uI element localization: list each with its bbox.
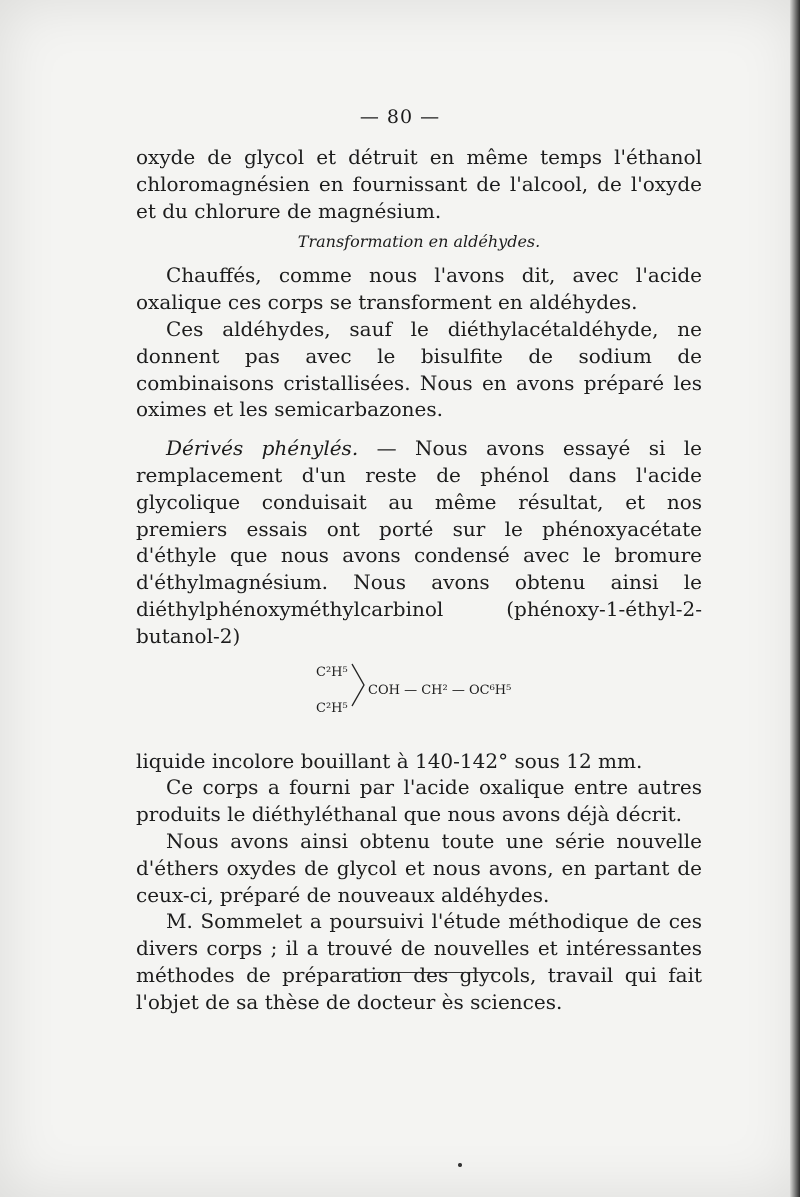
end-rule <box>344 972 500 973</box>
paragraph-4 <box>136 435 702 649</box>
formula-bracket-icon <box>350 658 368 712</box>
section-heading: Transformation en aldéhydes. <box>297 232 541 252</box>
paragraph-6: Ce corps a fourni par l'acide oxalique entre autres produits le diéthyléthanal que nous avons déjà décrit. <box>136 775 702 827</box>
formula-group-bottom: C²H⁵ <box>316 700 348 716</box>
paragraph-4-body: — Nous avons essayé si le remplacement d'un reste de phénol dans l'acide glycolique conduisait au même résultat, et nos premiers essais ont porté sur le phénoxyacétate d'éthyle que nous avons condensé avec le bromure d'éthylmagnésium. Nous avons obtenu ainsi le diéthylphénoxyméthylcarbinol (phénoxy-1-éthyl-2-butanol-2) <box>136 436 702 648</box>
paragraph-1: oxyde de glycol et détruit en même temps l'éthanol chloromagnésien en fournissant de l'alcool, de l'oxyde et du chlorure de magnésium. <box>136 145 702 223</box>
paragraph-5: liquide incolore bouillant à 140-142° sous 12 mm. <box>136 748 643 773</box>
formula-group-top: C²H⁵ <box>316 664 348 680</box>
page-number: — 80 — <box>359 106 441 128</box>
paragraph-4-lead: Dérivés phénylés. <box>166 436 359 461</box>
paragraph-2: Chauffés, comme nous l'avons dit, avec l'acide oxalique ces corps se transforment en aldéhydes. <box>136 263 702 315</box>
chemical-formula <box>136 650 702 742</box>
paragraph-7: Nous avons ainsi obtenu toute une série nouvelle d'éthers oxydes de glycol et nous avons, en partant de ceux-ci, préparé de nouveaux aldéhydes. <box>136 828 702 907</box>
formula-chain: COH — CH² — OC⁶H⁵ <box>368 682 512 698</box>
ink-speck <box>458 1163 462 1167</box>
paragraph-3: Ces aldéhydes, sauf le diéthylacétaldéhyde, ne donnent pas avec le bisulfite de sodium de combinaisons cristallisées. Nous en avons préparé les oximes et les semicarbazones. <box>136 316 702 422</box>
body-text <box>136 144 702 1016</box>
page-edge-shadow <box>790 0 800 1197</box>
paragraph-8: M. Sommelet a poursuivi l'étude méthodique de ces divers corps ; il a trouvé de nouvelles et intéressantes méthodes de préparation des glycols, travail qui fait l'objet de sa thèse de docteur ès sciences. <box>136 909 702 1014</box>
